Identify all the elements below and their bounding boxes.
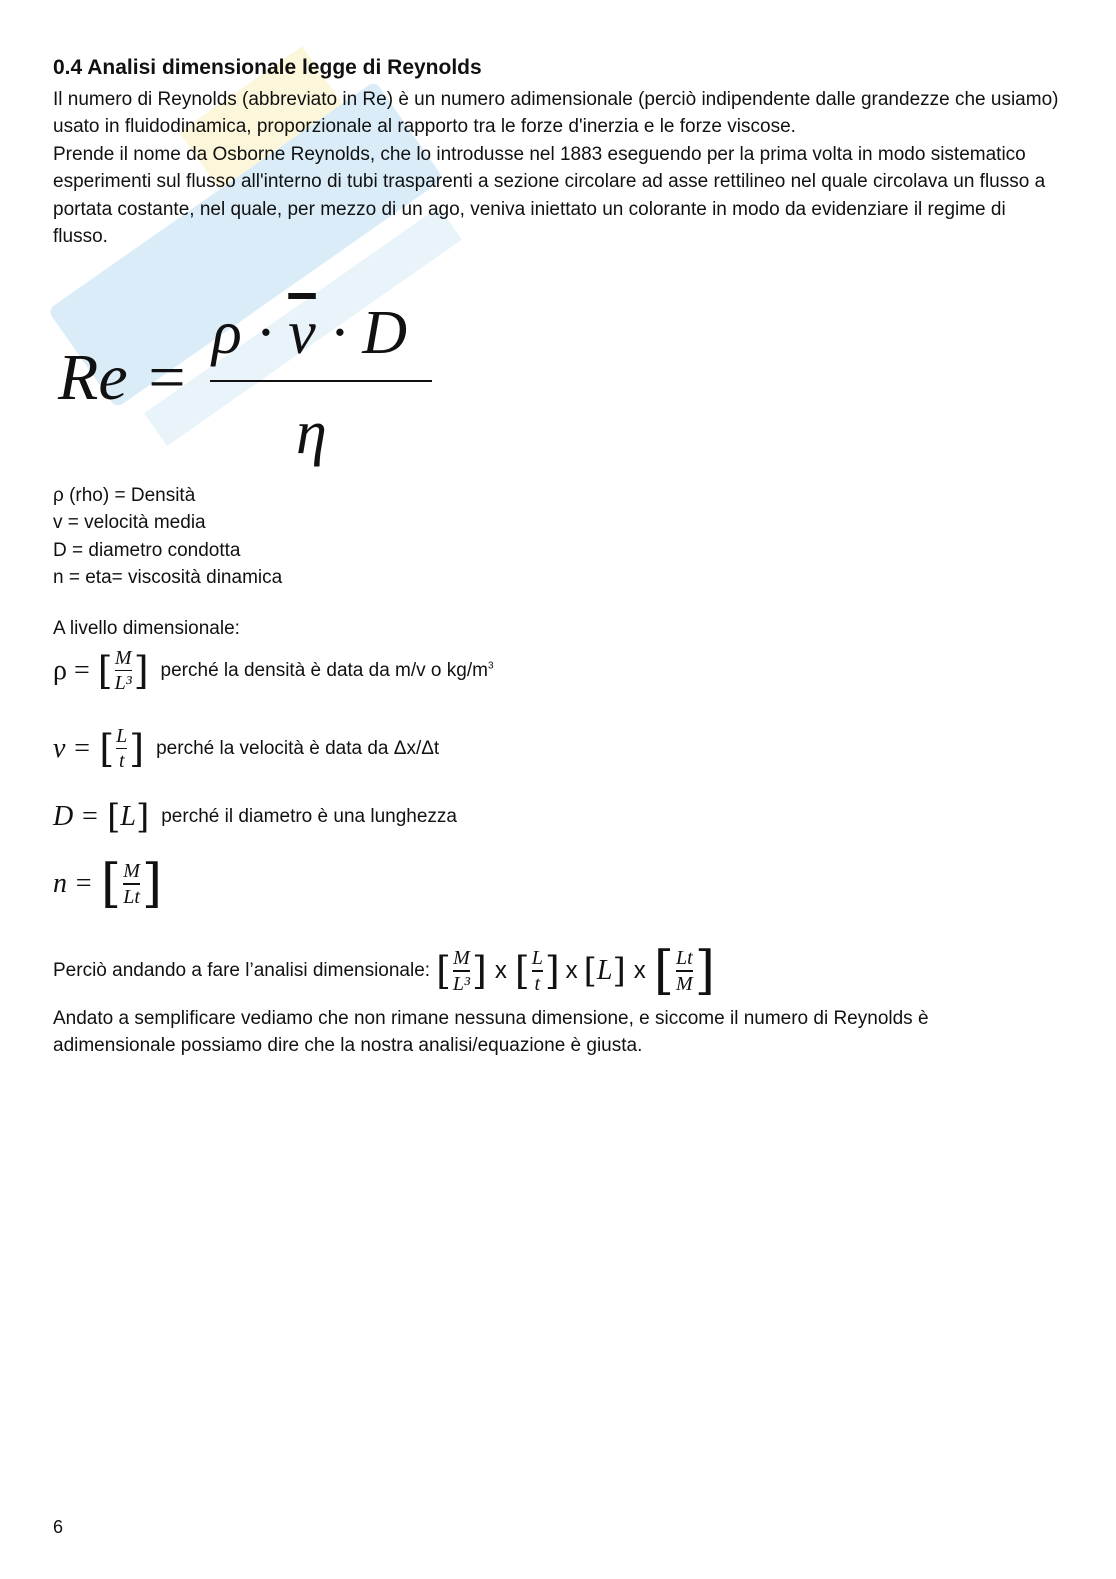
times-sign: x: [565, 957, 578, 984]
formula-dot-1: ·: [241, 299, 289, 367]
paragraph-1: Il numero di Reynolds (abbreviato in Re) è un numero adimensionale (perciò indipendente dalle grandezze che usiamo) usato in fluidodinamica, proporzionale al rapporto tra le forze d'inerzia e le forze viscose.: [53, 89, 1059, 138]
dim-D-symbol: D =: [53, 801, 100, 832]
dim-row-v: v = [ $\frac{L}{t}$ ] perché la velocità è data da Δx/Δt: [53, 725, 440, 773]
page-number: 6: [53, 1517, 64, 1537]
dim-rho-desc-sup: 3: [487, 660, 494, 672]
paragraph-2: Prende il nome da Osborne Reynolds, che lo introdusse nel 1883 eseguendo per la prima volta in modo sistematico esperimenti sul flusso all'interno di tubi trasparenti a sezione circolare ad asse rettilineo nel quale circolava un flusso a portata costante, nel quale, per mezzo di un ago, veniva iniettato un colorante in modo da evidenziare il regime di flusso.: [53, 143, 1046, 248]
analysis-f1-den: L³: [452, 972, 471, 995]
analysis-f4-num: Lt: [676, 947, 693, 970]
dim-v-fraction: [116, 726, 127, 771]
legend-item: n = eta= viscosità dinamica: [53, 567, 283, 589]
dim-v-symbol: v =: [53, 732, 92, 764]
dim-n-fraction: [123, 861, 140, 906]
dim-rho-num: M: [114, 647, 132, 669]
dim-row-n: n = [ $\frac{M}{Lt}$ ]: [53, 854, 163, 914]
formula-numerator: [212, 298, 407, 369]
analysis-f3: L: [596, 955, 613, 986]
legend-item: v = velocità media: [53, 512, 206, 534]
intro-paragraph: [53, 86, 1063, 250]
dim-rho-den: L³: [114, 672, 132, 695]
dim-v-desc: perché la velocità è data da Δx/Δt: [156, 737, 440, 759]
formula-fraction-bar: [210, 380, 432, 382]
analysis-f2-den: t: [534, 972, 541, 995]
analysis-fraction-4: [676, 948, 693, 993]
analysis-fraction-2: [532, 948, 543, 993]
formula-vbar: $\overline{v}$: [288, 299, 316, 367]
times-sign: x: [633, 957, 646, 984]
analysis-f1-num: M: [453, 947, 470, 970]
formula-D: D: [362, 299, 408, 367]
section-heading: 0.4 Analisi dimensionale legge di Reynolds: [53, 56, 482, 79]
dim-row-D: D = [ L ] perché il diametro è una lunghezza: [53, 797, 457, 837]
analysis-f2-num: L: [531, 947, 543, 970]
legend-item: D = diametro condotta: [53, 539, 241, 561]
formula-denominator: η: [296, 399, 327, 467]
dim-rho-desc: [161, 660, 494, 682]
reynolds-formula: [52, 298, 452, 483]
dim-rho-symbol: ρ =: [53, 654, 90, 686]
dim-D-desc: perché il diametro è una lunghezza: [161, 806, 457, 827]
dim-rho-fraction: [115, 648, 132, 693]
formula-dot-2: ·: [315, 299, 363, 367]
analysis-label: Perciò andando a fare l’analisi dimensionale:: [53, 960, 431, 981]
variable-legend: [53, 482, 282, 592]
dim-n-symbol: n =: [53, 868, 93, 899]
dim-row-rho: ρ = [ $\frac{M}{\text{L³}}$ ] perché la densità è data da m/v o $kg/m^3$: [53, 647, 494, 695]
dim-v-den: t: [118, 750, 125, 773]
formula-rho: ρ: [212, 299, 242, 367]
dim-v-num: L: [116, 725, 128, 747]
dim-n-num: M: [123, 860, 140, 883]
analysis-row: Perciò andando a fare l’analisi dimensionale: [ $\frac{M}{\text{L³}}$ ] x [ $\frac{L}{t}$ ] x [ L ] x [ $\frac{Lt}{M}$ ]: [53, 941, 716, 1001]
analysis-f4-den: M: [676, 972, 693, 995]
dimensional-heading: A livello dimensionale:: [53, 618, 240, 639]
analysis-fraction-1: [453, 948, 470, 993]
times-sign: x: [494, 957, 507, 984]
dim-n-den: Lt: [123, 885, 140, 908]
formula-lhs: Re =: [58, 341, 189, 414]
dim-rho-desc-text: perché la densità è data da m/v o kg/m: [160, 659, 488, 681]
legend-item: ρ (rho) = Densità: [53, 485, 196, 506]
dim-D-value: L: [120, 801, 136, 832]
conclusion-paragraph: Andato a semplificare vediamo che non rimane nessuna dimensione, e siccome il numero di Reynolds è adimensionale possiamo dire che la nostra analisi/equazione è giusta.: [53, 1008, 929, 1057]
